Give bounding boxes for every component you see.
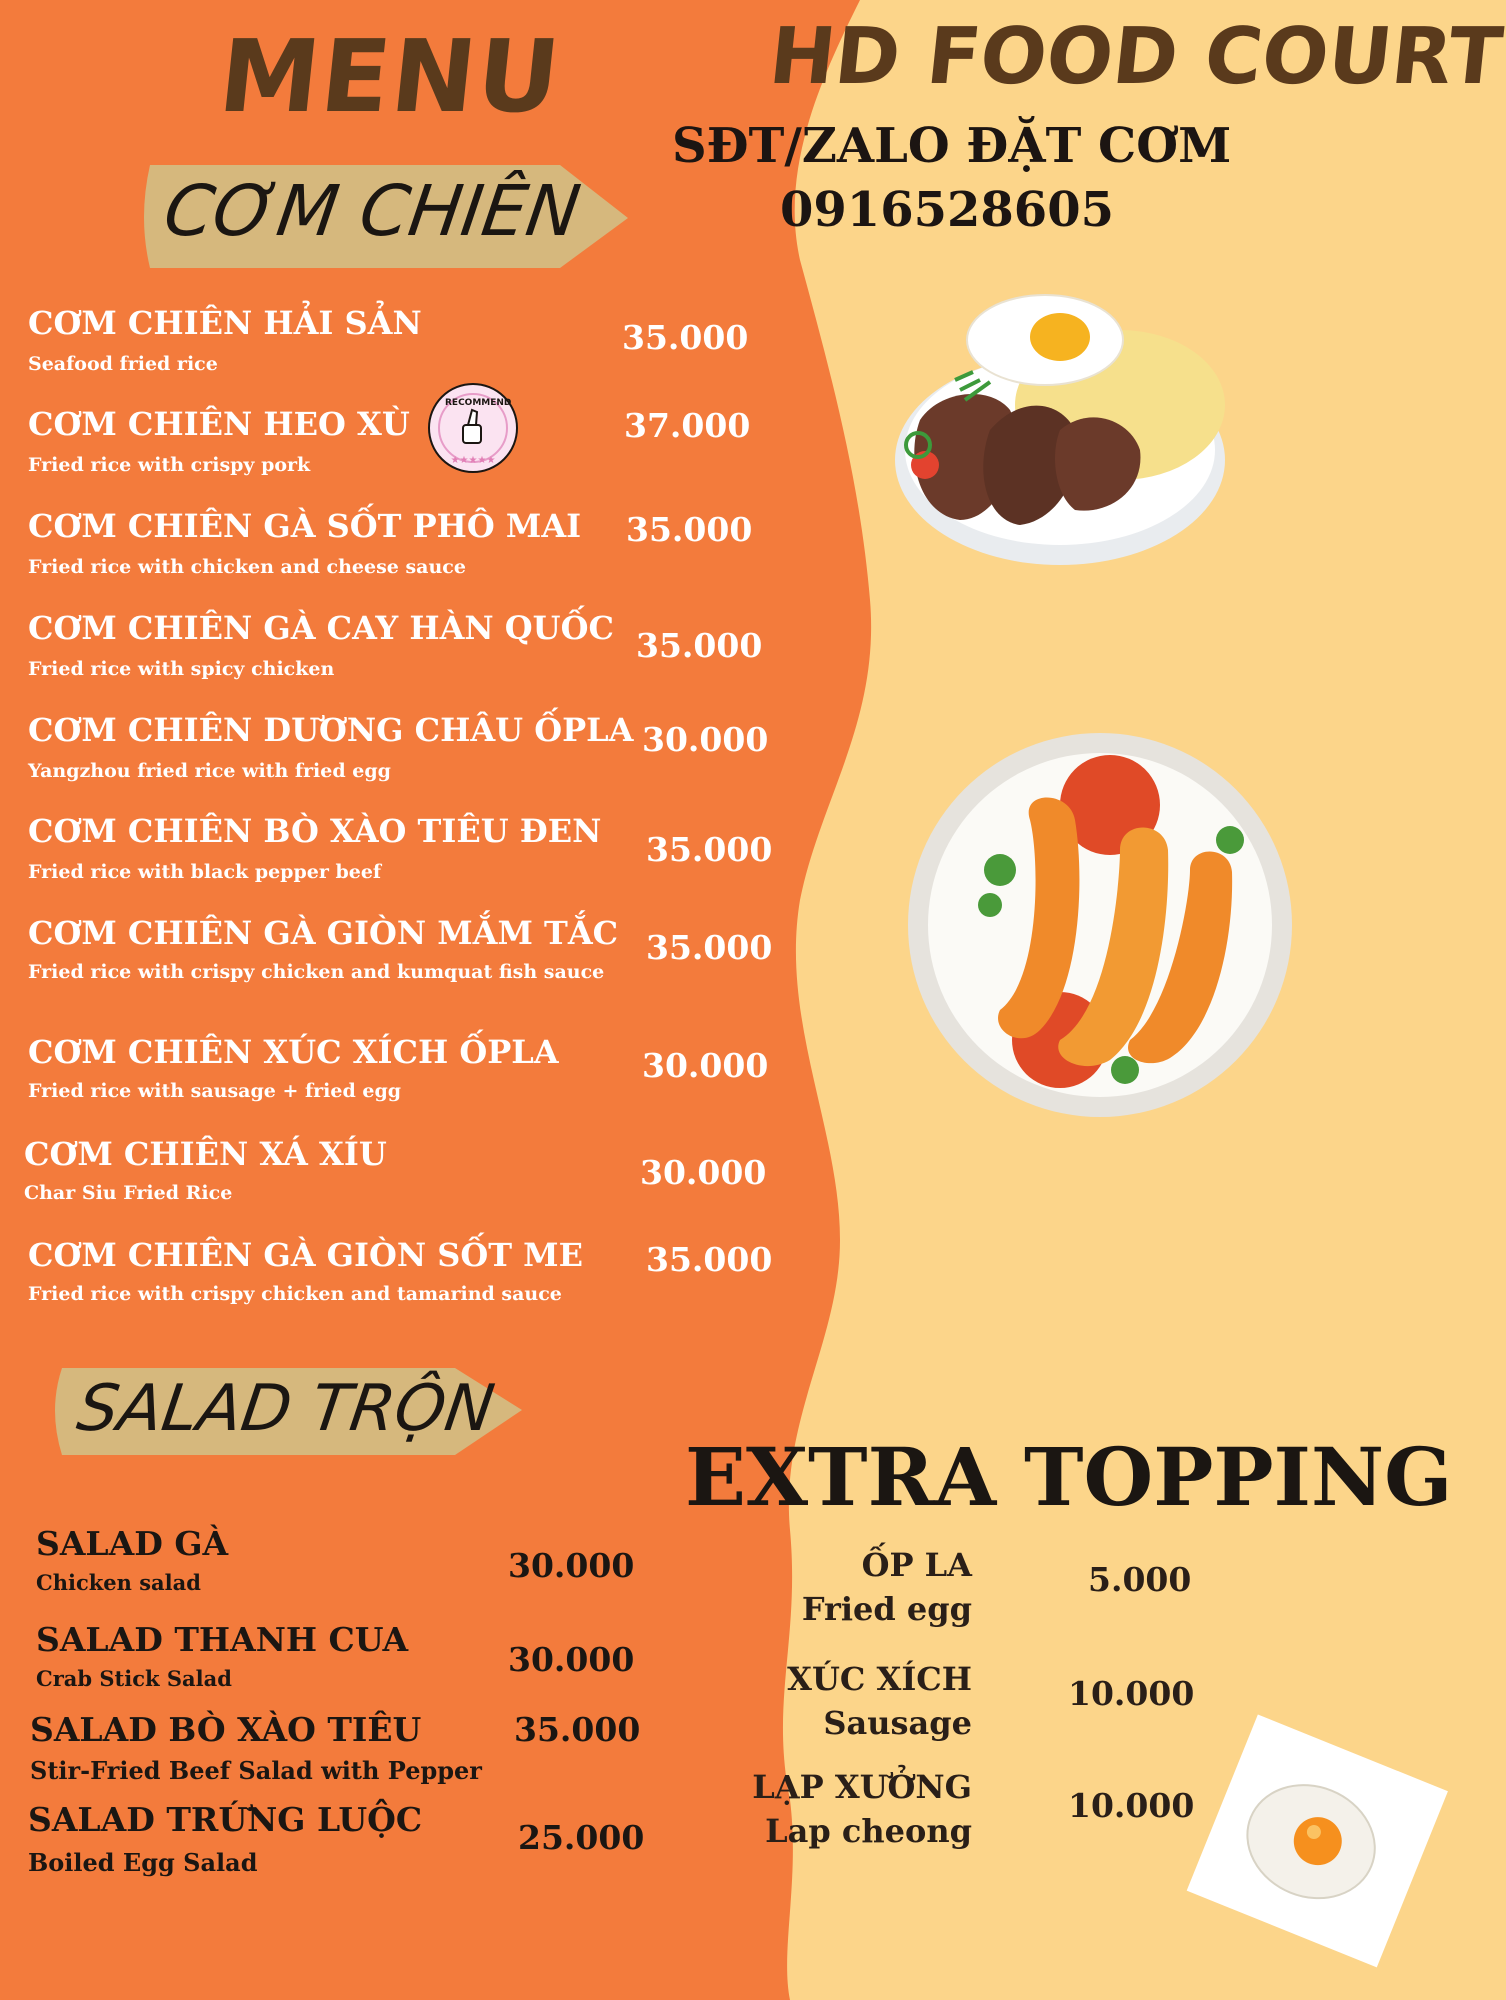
menu-item-desc: Yangzhou fried rice with fried egg (28, 760, 391, 782)
section-tag-com-chien: CƠM CHIÊN (159, 170, 585, 252)
salad-item-name: SALAD GÀ (36, 1524, 229, 1563)
menu-item-desc: Fried rice with chicken and cheese sauce (28, 556, 466, 578)
menu-item-name: CƠM CHIÊN GÀ GIÒN SỐT ME (28, 1236, 583, 1274)
menu-item-name: CƠM CHIÊN XÚC XÍCH ỐPLA (28, 1033, 559, 1071)
menu-item-name: CƠM CHIÊN BÒ XÀO TIÊU ĐEN (28, 812, 602, 850)
menu-item-price: 35.000 (646, 928, 773, 967)
topping-name-vi: LẠP XƯỞNG (752, 1768, 972, 1806)
topping-price: 5.000 (1088, 1560, 1192, 1599)
menu-item-price: 30.000 (640, 1153, 767, 1192)
menu-item-price: 35.000 (646, 830, 773, 869)
salad-item-name: SALAD THANH CUA (36, 1620, 409, 1659)
menu-item-price: 35.000 (646, 1240, 773, 1279)
recommend-badge-label: RECOMMEND (445, 398, 512, 408)
menu-item-desc: Fried rice with crispy chicken and kumquat fish sauce (28, 961, 605, 983)
menu-item-price: 35.000 (622, 318, 749, 357)
menu-item-desc: Fried rice with black pepper beef (28, 861, 382, 883)
menu-item-name: CƠM CHIÊN XÁ XÍU (24, 1135, 387, 1173)
section-tag-salad: SALAD TRỘN (72, 1372, 499, 1446)
salad-item-desc: Stir-Fried Beef Salad with Pepper (30, 1756, 482, 1785)
salad-item-desc: Chicken salad (36, 1570, 201, 1595)
menu-item-name: CƠM CHIÊN GÀ CAY HÀN QUỐC (28, 609, 614, 647)
salad-item-price: 35.000 (514, 1710, 641, 1749)
menu-item-name: CƠM CHIÊN HẢI SẢN (28, 304, 422, 342)
menu-item-price: 35.000 (626, 510, 753, 549)
menu-item-price: 30.000 (642, 720, 769, 759)
menu-item-price: 37.000 (624, 406, 751, 445)
menu-item-desc: Fried rice with crispy chicken and tamarind sauce (28, 1283, 562, 1305)
phone-number: 0916528605 (780, 182, 1114, 238)
topping-name-vi: ỐP LA (861, 1546, 972, 1584)
salad-item-price: 30.000 (508, 1546, 635, 1585)
svg-text:★★★★★: ★★★★★ (450, 455, 496, 466)
sausage-plate-illustration (908, 733, 1292, 1117)
menu-item-desc: Fried rice with sausage + fried egg (28, 1080, 402, 1102)
menu-item-name: CƠM CHIÊN GÀ SỐT PHÔ MAI (28, 507, 582, 545)
menu-item-desc: Fried rice with crispy pork (28, 454, 311, 476)
brand-name: HD FOOD COURT (765, 12, 1506, 102)
salad-item-desc: Boiled Egg Salad (28, 1848, 258, 1877)
topping-name-en: Sausage (823, 1704, 972, 1742)
salad-item-name: SALAD BÒ XÀO TIÊU (30, 1710, 422, 1749)
menu-item-name: CƠM CHIÊN DƯƠNG CHÂU ỐPLA (28, 711, 634, 749)
salad-item-price: 25.000 (518, 1818, 645, 1857)
menu-item-price: 35.000 (636, 626, 763, 665)
salad-item-desc: Crab Stick Salad (36, 1666, 232, 1691)
salad-item-name: SALAD TRỨNG LUỘC (28, 1800, 423, 1839)
phone-label: SĐT/ZALO ĐẶT CƠM (672, 118, 1232, 174)
menu-item-price: 30.000 (642, 1046, 769, 1085)
menu-item-desc: Fried rice with spicy chicken (28, 658, 335, 680)
topping-name-vi: XÚC XÍCH (787, 1660, 972, 1698)
menu-title: MENU (213, 18, 567, 135)
menu-item-desc: Char Siu Fried Rice (24, 1182, 233, 1204)
salad-item-price: 30.000 (508, 1640, 635, 1679)
extra-topping-title: EXTRA TOPPING (685, 1430, 1453, 1524)
menu-item-name: CƠM CHIÊN HEO XÙ (28, 405, 410, 443)
menu-item-name: CƠM CHIÊN GÀ GIÒN MẮM TẮC (28, 914, 619, 952)
topping-name-en: Fried egg (801, 1590, 972, 1628)
topping-name-en: Lap cheong (765, 1812, 972, 1850)
menu-item-desc: Seafood fried rice (28, 353, 218, 375)
topping-price: 10.000 (1068, 1786, 1195, 1825)
topping-price: 10.000 (1068, 1674, 1195, 1713)
